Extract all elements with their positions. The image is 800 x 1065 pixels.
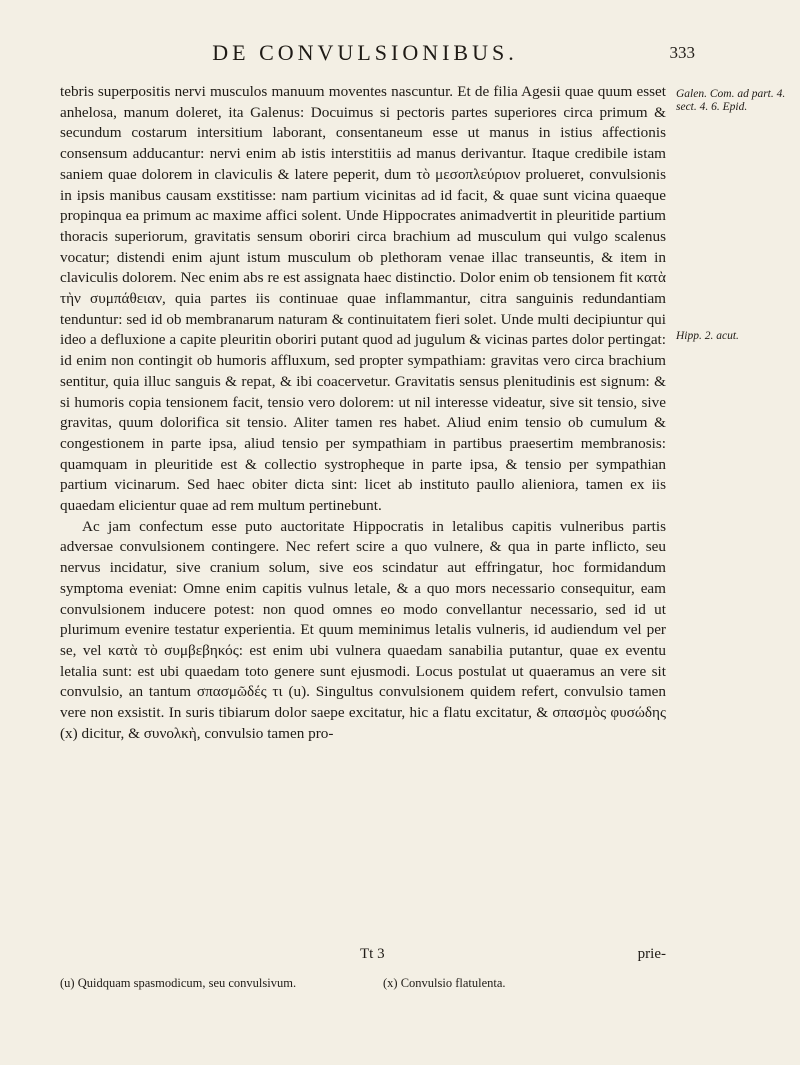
page-header <box>95 40 695 80</box>
paragraph-2: Ac jam confectum esse puto auctoritate Hippocratis in letalibus capitis vulneribus partis adversae convulsionem contingere. Nec refert scire a quo vulnere, & qua in parte inflicto, seu nervus incidatur, sive cranium solum, sive eos scindatur aut effringatur, hoc formidandum symptoma eveniat: Omne enim capitis vulnus letale, & a quo mors necessario consequitur, eam convulsionem inducere potest: non quod omnes eo modo convellantur necessario, sed id ut plurimum evenire testatur experientia. Et quum meminimus letalis vulneris, id audiendum vel per se, vel κατὰ τὸ συμβεβηκός: est enim ubi vulnera quaedam sanabilia putantur, quae ex eventu letalia sunt: est ubi quaedam toto genere sunt ejusmodi. Locus postulat ut quaeramus an vere sit convulsio, an tantum σπασμῶδές τι (u). Singultus convulsionem quidem refert, convulsio tamen vere non exsistit. In suris tibiarum dolor saepe excitatur, hic a flatu excitatur, & σπασμὸς φυσώδης (x) dicitur, & συνολκὴ, convulsio tamen pro- <box>60 517 666 742</box>
signature-mark: Tt 3 <box>360 946 385 962</box>
margin-note-galen: Galen. Com. ad part. 4. sect. 4. 6. Epid. <box>676 88 786 113</box>
main-text <box>60 82 666 745</box>
page-number: 333 <box>669 43 695 62</box>
catch-line <box>60 946 666 968</box>
catchword: prie- <box>637 946 666 962</box>
paragraph-1: tebris superpositis nervi musculos manuum moventes nascuntur. Et de filia Agesii quae quum esset anhelosa, manum doleret, ita Galenus: Docuimus si pectoris partes superiores circa primum & secundum costarum intersitium laborant, consentaneum esse ut manus in istius affectionis consensum adducantur: nervi enim ab istis interstitiis ad manus derivantur. Itaque credibile istam saniem quae dolorem in claviculis & latere peperit, dum τὸ μεσοπλεύριον prolueret, convulsionis in ipsis manibus causam exstitisse: nam partium vicinitas ad id facit, & quae sunt vicina quaeque propinqua ea primum ac maxime affici solent. Unde Hippocrates animadvertit in pleuritide partium thoracis superiorum, gravitatis sensum oboriri circa brachium ad musculum qui vulgo scalenus vocatur; distendi enim ajunt istum musculum ob plethoram venae illac transeuntis, & item in claviculis dolorem. Nec enim abs re est assignata haec distinctio. Dolor enim ob tensionem fit κατὰ τὴν συμπάθειαν, quia partes iis continuae quae inflammantur, citra sanguinis redundantiam tenduntur: sed id ob membranarum naturam & continuitatem fieri solet. Unde multi decipiuntur qui ideo a defluxione a capite pleuritin oboriri putant quod ad jugulum & vicinas partes dolor pertingat: id enim non contingit ob humoris affluxum, sed propter sympathiam: gravitas vero circa brachium sentitur, quia illuc sanguis & repat, & ibi coacervetur. Gravitatis sensus plenitudinis est signum: & si humoris copia tensionem facit, tensio vero dolorem: ut nil interesse videatur, sive sit tensio, sive gravitas, quum dolorifica sit tensio. Aliter tamen res habet. Aliud enim tensio ob cumulum & congestionem in parte ipsa, aliud tensio per sympathiam in partibus praesertim membranosis: quamquam in pleuritide est & collectio systropheque in parte ipsa, & tensio per sympathian partium vicinarum. Sed haec obiter dicta sint: licet ab instituto paullo alieniora, tamen ex iis quaedam elicientur quae ad rem multum pertinebunt. <box>60 83 666 515</box>
margin-note-hippocrates: Hipp. 2. acut. <box>676 330 739 342</box>
footnote-x: (x) Convulsio flatulenta. <box>383 976 506 990</box>
running-head: DE CONVULSIONIBUS. <box>212 40 518 65</box>
footnote-u: (u) Quidquam spasmodicum, seu convulsivum. <box>60 976 297 990</box>
